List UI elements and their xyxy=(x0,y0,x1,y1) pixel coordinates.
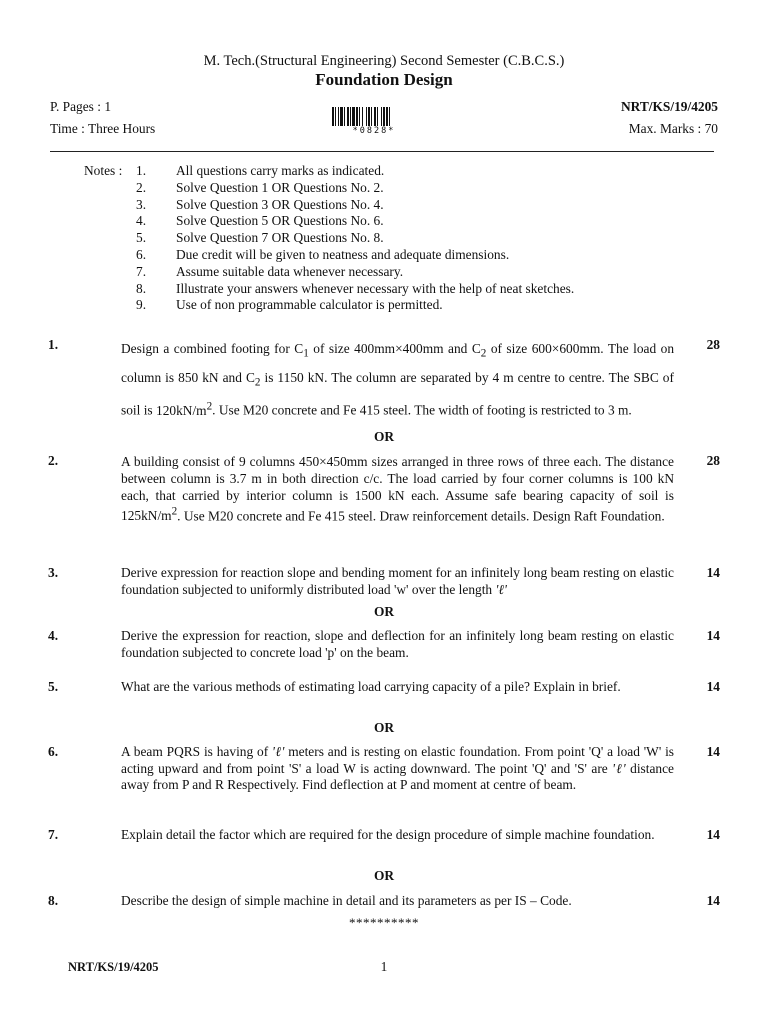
question-number: 6. xyxy=(48,744,59,759)
q2-text-part: A building consist of 9 columns xyxy=(121,454,296,469)
q3-text-part: Derive expression for reaction slope and bending moment for an infinitely long beam resting on elastic foundation subjected to uniformly distributed load 'w' over the length xyxy=(121,565,674,597)
note-text: Use of non programmable calculator is permitted. xyxy=(176,297,443,313)
paper-code: NRT/KS/19/4205 xyxy=(621,99,718,114)
column-size: 450×450mm xyxy=(299,454,368,469)
note-text: Illustrate your answers whenever necessary with the help of neat sketches. xyxy=(176,280,575,296)
or-separator: OR xyxy=(373,720,395,735)
question-number: 8. xyxy=(48,893,59,908)
length-symbol: 'ℓ' xyxy=(495,581,507,597)
question-marks: 14 xyxy=(706,679,720,694)
exam-duration: Time : Three Hours xyxy=(50,121,156,136)
question-marks: 14 xyxy=(706,827,720,842)
question-number: 3. xyxy=(48,565,59,580)
question-text: Derive the expression for reaction, slope and deflection for an infinitely long beam resting on elastic foundation subjected to concrete load 'p' on the beam. xyxy=(121,628,674,660)
column-symbol: $C_2$ xyxy=(471,341,487,360)
course-heading: M. Tech.(Structural Engineering) Second Semester (C.B.C.S.) xyxy=(203,53,565,69)
barcode xyxy=(332,107,416,137)
column-symbol: $C_1$ xyxy=(294,341,309,360)
question-text xyxy=(121,565,674,598)
note-text: All questions carry marks as indicated. xyxy=(176,163,385,178)
q2-text-part: . Use M20 concrete and Fe 415 steel. Draw reinforcement details. Design Raft Foundation. xyxy=(177,508,665,524)
note-text: Solve Question 1 OR Questions No. 2. xyxy=(176,179,384,195)
column-size: 600×600mm xyxy=(531,341,601,356)
notes-label: Notes : xyxy=(84,163,123,178)
length-symbol: 'ℓ' xyxy=(612,760,626,776)
sbc-value: $120kN/m^2$ xyxy=(156,400,213,418)
question-number: 5. xyxy=(48,679,59,694)
question-number: 4. xyxy=(48,628,59,643)
note-number: 1. xyxy=(136,163,147,178)
note-text: Assume suitable data whenever necessary. xyxy=(176,263,404,279)
note-text: Solve Question 7 OR Questions No. 8. xyxy=(176,230,384,246)
question-marks: 14 xyxy=(706,628,720,643)
note-item xyxy=(84,247,704,264)
column-size: 400mm×400mm xyxy=(354,341,444,356)
question-text: Describe the design of simple machine in detail and its parameters as per IS – Code. xyxy=(121,893,572,908)
q6-text-part: meters and is resting on elastic foundation. From point 'Q' a load 'W' is acting upward and from point 'S' a load W is acting downward. The point 'Q' and 'S' are xyxy=(121,744,675,776)
page-number: 1 xyxy=(380,959,388,974)
q1-text-part: of size xyxy=(490,341,528,356)
note-text: Due credit will be given to neatness and adequate dimensions. xyxy=(176,246,510,262)
note-item xyxy=(84,180,704,197)
note-number: 9. xyxy=(136,297,147,313)
question-text xyxy=(121,744,674,794)
q1-text-part: . The load on column is 850 kN and xyxy=(121,341,675,386)
question-text xyxy=(121,337,674,422)
note-number: 5. xyxy=(136,230,147,246)
note-text: Solve Question 3 OR Questions No. 4. xyxy=(176,196,384,212)
question-number: 2. xyxy=(48,453,59,468)
page-count: P. Pages : 1 xyxy=(50,99,112,114)
note-number: 7. xyxy=(136,263,147,279)
question-number: 7. xyxy=(48,827,59,842)
note-number: 2. xyxy=(136,179,147,195)
question-number: 1. xyxy=(48,337,59,352)
q1-text-part: is 1150 kN. The column are separated by 4 m centre to centre. The SBC of soil is xyxy=(121,370,674,418)
note-item xyxy=(84,213,704,230)
barcode-bars xyxy=(332,107,416,126)
notes-section xyxy=(84,163,704,314)
question-text xyxy=(121,453,674,524)
question-marks: 28 xyxy=(706,337,720,352)
note-number: 3. xyxy=(136,196,147,212)
or-separator: OR xyxy=(373,604,395,619)
q1-text-part: . Use M20 concrete and Fe 415 steel. The width of footing is restricted to 3 m. xyxy=(212,402,632,418)
q1-text-part: Design a combined footing for xyxy=(121,341,290,356)
note-text: Solve Question 5 OR Questions No. 6. xyxy=(176,213,384,229)
note-item xyxy=(84,163,704,180)
q1-text-part: and xyxy=(448,341,468,356)
note-item xyxy=(84,197,704,214)
barcode-digits: *0828* xyxy=(352,126,396,136)
note-number: 4. xyxy=(136,213,147,229)
note-item xyxy=(84,281,704,298)
paper-title: Foundation Design xyxy=(315,70,453,89)
question-marks: 14 xyxy=(706,565,720,580)
q1-text-part: of size xyxy=(313,341,350,356)
column-symbol: $C_2$ xyxy=(245,370,261,389)
question-marks: 14 xyxy=(706,744,720,759)
header-divider xyxy=(50,151,714,152)
or-separator: OR xyxy=(373,429,395,444)
q6-text-part: distance away from P and R Respectively. Find deflection at P and moment at centre of beam. xyxy=(121,760,674,792)
length-symbol: 'ℓ' xyxy=(272,744,285,759)
note-number: 8. xyxy=(136,280,147,296)
note-number: 6. xyxy=(136,246,147,262)
q2-text-part: sizes arranged in three rows of three each. The distance between column is 3.7 m in both direction c/c. The load carried by four corner columns is 100 kN each, that carried by interior column is 1500 kN each. Assume safe bearing capacity of soil is xyxy=(121,454,674,503)
note-item xyxy=(84,230,704,247)
q6-text-part: A beam PQRS is having of xyxy=(121,744,269,759)
end-marker: ********** xyxy=(349,915,419,930)
question-marks: 14 xyxy=(706,893,720,908)
question-text: What are the various methods of estimating load carrying capacity of a pile? Explain in brief. xyxy=(121,679,621,694)
max-marks: Max. Marks : 70 xyxy=(628,121,718,136)
sbc-value: $125kN/m^2$ xyxy=(121,506,178,524)
or-separator: OR xyxy=(373,868,395,883)
note-item xyxy=(84,264,704,281)
note-item xyxy=(84,297,704,314)
question-marks: 28 xyxy=(706,453,720,468)
footer-paper-code: NRT/KS/19/4205 xyxy=(68,960,159,974)
question-text: Explain detail the factor which are required for the design procedure of simple machine foundation. xyxy=(121,827,655,842)
